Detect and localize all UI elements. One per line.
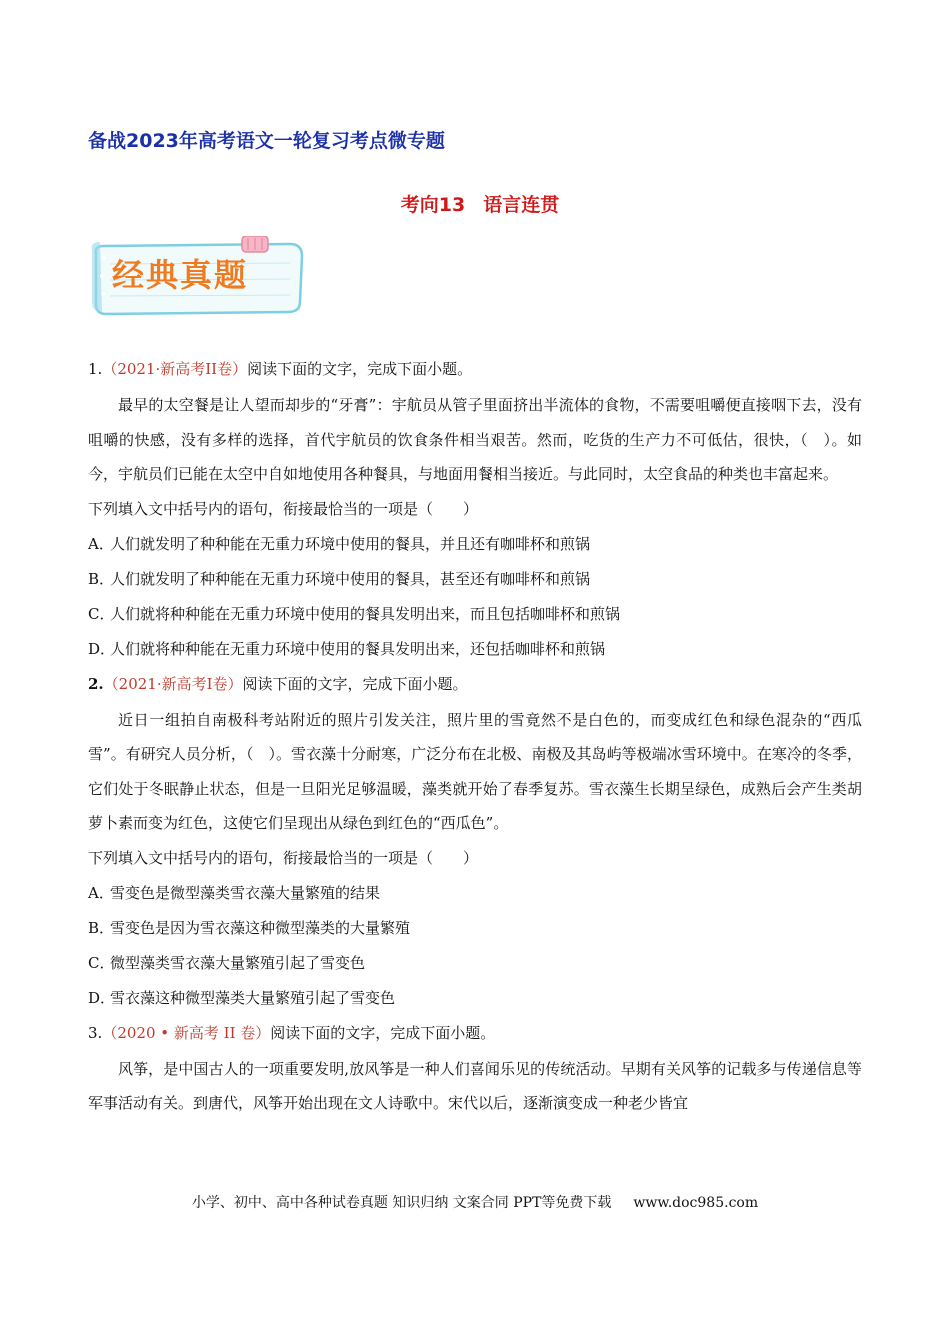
question-passage: 风筝，是中国古人的一项重要发明,放风筝是一种人们喜闻乐见的传统活动。早期有关风筝的记载多与传递信息等军事活动有关。到唐代，风筝开始出现在文人诗歌中。宋代以后，逐渐演变成一种老少皆宜 bbox=[88, 1059, 862, 1112]
question-instruction: 阅读下面的文字，完成下面小题。 bbox=[270, 1023, 496, 1042]
option-a: A．人们就发明了种种能在无重力环境中使用的餐具，并且还有咖啡杯和煎锅 bbox=[88, 534, 591, 553]
option-a: A．雪变色是微型藻类雪衣藻大量繁殖的结果 bbox=[88, 883, 381, 902]
banner-label: 经典真题 bbox=[112, 256, 249, 294]
footer-link[interactable]: www.doc985.com bbox=[633, 1195, 759, 1211]
question-2 bbox=[88, 667, 862, 1016]
topic-number: 考向13 bbox=[400, 194, 466, 216]
question-source: （2020 • 新高考 II 卷） bbox=[102, 1023, 271, 1042]
page-footer bbox=[0, 1192, 950, 1212]
question-passage: 最早的太空餐是让人望而却步的“牙膏”：宇航员从管子里面挤出半流体的食物，不需要咀嚼便直接咽下去，没有咀嚼的快感，没有多样的选择，首代宇航员的饮食条件相当艰苦。然而，吃货的生产力不可低估，很快，（ ）。如今，宇航员们已能在太空中自如地使用各种餐具，与地面用餐相当接近。与此同时，太空食品的种类也丰富起来。 bbox=[88, 396, 862, 483]
questions-content bbox=[88, 352, 862, 1121]
topic-title bbox=[0, 190, 950, 217]
question-prompt: 下列填入文中括号内的语句，衔接最恰当的一项是（ ） bbox=[88, 499, 479, 518]
topic-name: 语言连贯 bbox=[483, 194, 560, 216]
option-b: B．人们就发明了种种能在无重力环境中使用的餐具，甚至还有咖啡杯和煎锅 bbox=[88, 569, 591, 588]
option-c: C．微型藻类雪衣藻大量繁殖引起了雪变色 bbox=[88, 953, 366, 972]
option-c: C．人们就将种种能在无重力环境中使用的餐具发明出来，而且包括咖啡杯和煎锅 bbox=[88, 604, 621, 623]
option-d: D．雪衣藻这种微型藻类大量繁殖引起了雪变色 bbox=[88, 988, 396, 1007]
question-instruction: 阅读下面的文字，完成下面小题。 bbox=[242, 674, 468, 693]
question-number: 1. bbox=[88, 360, 103, 378]
question-3 bbox=[88, 1016, 862, 1121]
option-d: D．人们就将种种能在无重力环境中使用的餐具发明出来，还包括咖啡杯和煎锅 bbox=[88, 639, 606, 658]
question-header bbox=[88, 1016, 862, 1050]
question-instruction: 阅读下面的文字，完成下面小题。 bbox=[247, 360, 473, 378]
option-b: B．雪变色是因为雪衣藻这种微型藻类的大量繁殖 bbox=[88, 918, 411, 937]
classic-questions-banner bbox=[90, 236, 306, 316]
series-title: 备战2023年高考语文一轮复习考点微专题 bbox=[88, 130, 445, 152]
question-prompt: 下列填入文中括号内的语句，衔接最恰当的一项是（ ） bbox=[88, 848, 479, 867]
question-header bbox=[88, 352, 862, 386]
question-1 bbox=[88, 352, 862, 667]
question-number: 2. bbox=[88, 674, 104, 693]
question-number: 3. bbox=[88, 1023, 103, 1042]
question-header bbox=[88, 667, 862, 701]
footer-text: 小学、初中、高中各种试卷真题 知识归纳 文案合同 PPT等免费下载 bbox=[191, 1195, 612, 1211]
question-passage: 近日一组拍自南极科考站附近的照片引发关注，照片里的雪竟然不是白色的，而变成红色和绿色混杂的“西瓜雪”。有研究人员分析，（ ）。雪衣藻十分耐寒，广泛分布在北极、南极及其岛屿等极端冰雪环境中。在寒冷的冬季，它们处于冬眠静止状态，但是一旦阳光足够温暖，藻类就开始了春季复苏。雪衣藻生长期呈绿色，成熟后会产生类胡萝卜素而变为红色，这使它们呈现出从绿色到红色的“西瓜色”。 bbox=[88, 710, 862, 832]
question-source: （2021·新高考I卷） bbox=[103, 674, 243, 693]
question-source: （2021·新高考II卷） bbox=[102, 360, 248, 378]
